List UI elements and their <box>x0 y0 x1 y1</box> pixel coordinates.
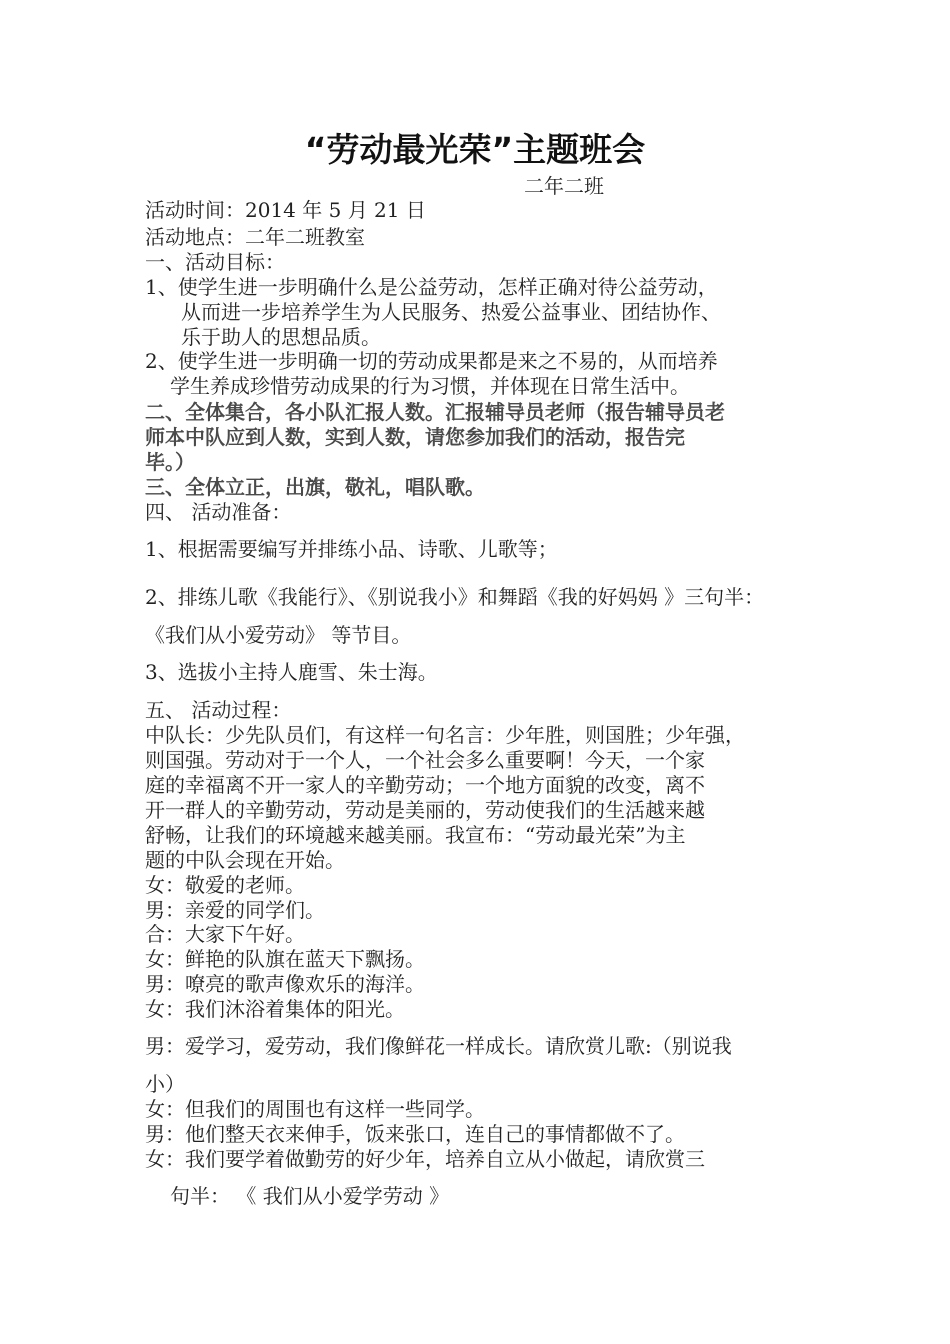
activity-location: 活动地点：二年二班教室 <box>145 225 365 249</box>
section-5-heading: 五、 活动过程： <box>145 698 292 722</box>
goal-1-line-2: 从而进一步培养学生为人民服务、热爱公益事业、团结协作、 <box>181 300 721 324</box>
process-para-line-1: 中队长：少先队员们，有这样一句名言：少年胜，则国胜；少年强， <box>145 723 745 747</box>
dialogue-line-8: 女：但我们的周围也有这样一些同学。 <box>145 1097 485 1121</box>
goal-2-line-2: 学生养成珍惜劳动成果的行为习惯，并体现在日常生活中。 <box>170 374 690 398</box>
class-name: 二年二班 <box>524 174 604 198</box>
goal-1-line-1: 1、使学生进一步明确什么是公益劳动，怎样正确对待公益劳动， <box>145 275 718 299</box>
dialogue-line-6: 女：我们沐浴着集体的阳光。 <box>145 997 405 1021</box>
dialogue-line-2: 男：亲爱的同学们。 <box>145 898 325 922</box>
section-2-line-2: 师本中队应到人数，实到人数，请您参加我们的活动，报告完 <box>145 425 685 449</box>
dialogue-line-7: 男：爱学习，爱劳动，我们像鲜花一样成长。请欣赏儿歌:（别说我 <box>145 1034 732 1058</box>
dialogue-line-3: 合：大家下午好。 <box>145 922 305 946</box>
process-para-line-2: 则国强。劳动对于一个人，一个社会多么重要啊！今天，一个家 <box>145 748 705 772</box>
process-para-line-3: 庭的幸福离不开一家人的辛勤劳动；一个地方面貌的改变，离不 <box>145 773 705 797</box>
prep-1: 1、根据需要编写并排练小品、诗歌、儿歌等； <box>145 537 558 561</box>
process-para-line-5: 舒畅，让我们的环境越来越美丽。我宣布：“劳动最光荣”为主 <box>145 823 686 847</box>
document-title: “劳动最光荣”主题班会 <box>304 130 646 169</box>
prep-2-line-2: 《我们从小爱劳动》 等节目。 <box>145 623 412 647</box>
process-para-line-6: 题的中队会现在开始。 <box>145 848 345 872</box>
activity-time: 活动时间：2014 年 5 月 21 日 <box>145 198 426 222</box>
section-3: 三、全体立正，出旗，敬礼，唱队歌。 <box>145 475 485 499</box>
dialogue-line-4: 女：鲜艳的队旗在蓝天下飘扬。 <box>145 947 425 971</box>
process-para-line-4: 开一群人的辛勤劳动，劳动是美丽的，劳动使我们的生活越来越 <box>145 798 705 822</box>
dialogue-line-7-cont: 小） <box>145 1072 185 1096</box>
prep-2-line-1: 2、排练儿歌《我能行》、《别说我小》和舞蹈《我的好妈妈 》三句半： <box>145 585 765 609</box>
dialogue-line-9: 男：他们整天衣来伸手，饭来张口，连自己的事情都做不了。 <box>145 1122 685 1146</box>
dialogue-line-1: 女：敬爱的老师。 <box>145 873 305 897</box>
section-2-line-1: 二、全体集合，各小队汇报人数。汇报辅导员老师（报告辅导员老 <box>145 400 725 424</box>
goal-1-line-3: 乐于助人的思想品质。 <box>181 325 381 349</box>
section-4-heading: 四、 活动准备： <box>145 500 292 524</box>
dialogue-line-5: 男：嘹亮的歌声像欢乐的海洋。 <box>145 972 425 996</box>
prep-3: 3、选拔小主持人鹿雪、朱士海。 <box>145 660 438 684</box>
section-2-line-3: 毕。） <box>145 450 195 474</box>
dialogue-line-10: 女：我们要学着做勤劳的好少年，培养自立从小做起，请欣赏三 <box>145 1147 705 1171</box>
goal-2-line-1: 2、使学生进一步明确一切的劳动成果都是来之不易的，从而培养 <box>145 349 718 373</box>
dialogue-line-10-cont: 句半： 《 我们从小爱学劳动 》 <box>170 1184 450 1208</box>
section-1-heading: 一、活动目标： <box>145 250 285 274</box>
